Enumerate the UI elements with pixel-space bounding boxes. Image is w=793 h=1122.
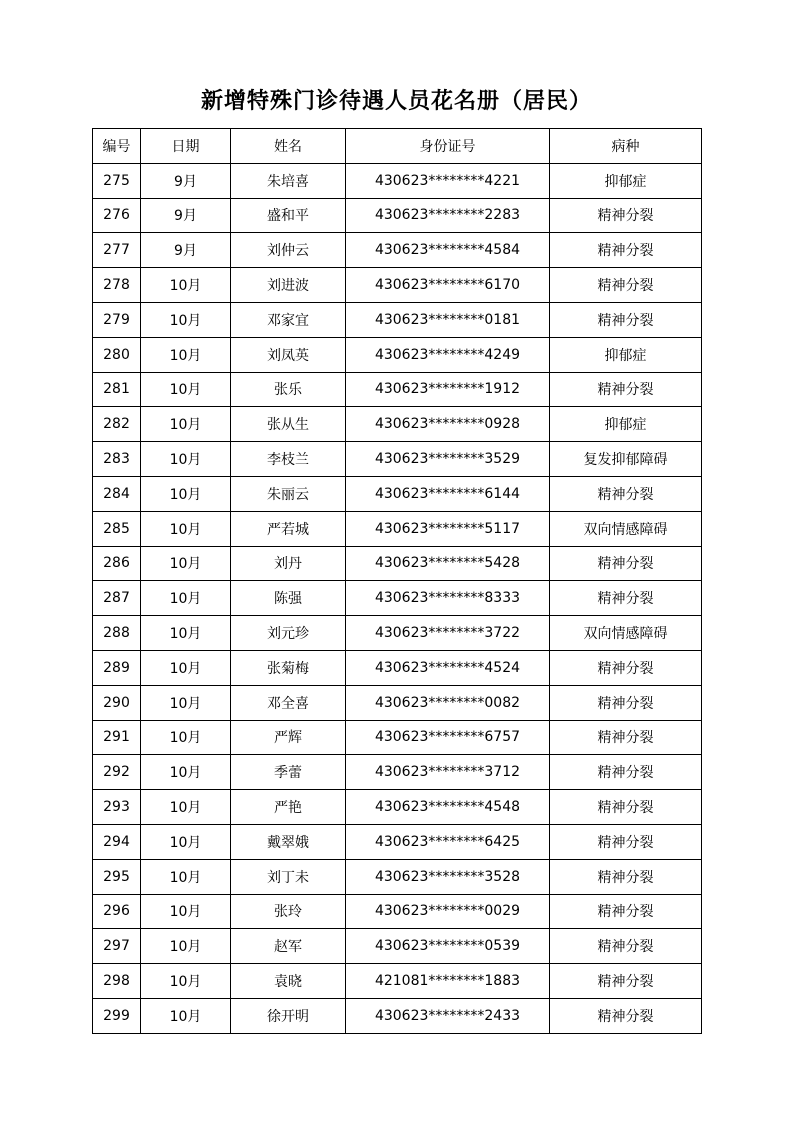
cell-number: 277 [93, 233, 141, 268]
cell-disease: 抑郁症 [550, 163, 702, 198]
cell-date: 10月 [141, 929, 231, 964]
cell-number: 295 [93, 859, 141, 894]
cell-name: 严若城 [231, 511, 346, 546]
cell-id-number: 430623********0539 [346, 929, 550, 964]
cell-id-number: 430623********0082 [346, 685, 550, 720]
cell-id-number: 430623********6425 [346, 824, 550, 859]
cell-number: 299 [93, 998, 141, 1033]
cell-name: 张菊梅 [231, 650, 346, 685]
cell-id-number: 430623********5428 [346, 546, 550, 581]
cell-number: 279 [93, 302, 141, 337]
cell-date: 10月 [141, 616, 231, 651]
cell-id-number: 430623********3712 [346, 755, 550, 790]
cell-disease: 精神分裂 [550, 268, 702, 303]
cell-name: 盛和平 [231, 198, 346, 233]
cell-disease: 精神分裂 [550, 372, 702, 407]
cell-disease: 精神分裂 [550, 581, 702, 616]
cell-number: 298 [93, 964, 141, 999]
cell-date: 10月 [141, 337, 231, 372]
table-row [93, 790, 702, 825]
cell-date: 10月 [141, 581, 231, 616]
table-row [93, 198, 702, 233]
cell-disease: 精神分裂 [550, 685, 702, 720]
cell-number: 283 [93, 442, 141, 477]
cell-id-number: 421081********1883 [346, 964, 550, 999]
cell-date: 10月 [141, 720, 231, 755]
cell-date: 10月 [141, 302, 231, 337]
table-row [93, 546, 702, 581]
table-row [93, 233, 702, 268]
cell-name: 李枝兰 [231, 442, 346, 477]
cell-id-number: 430623********5117 [346, 511, 550, 546]
cell-name: 邓全喜 [231, 685, 346, 720]
cell-id-number: 430623********6144 [346, 476, 550, 511]
cell-date: 10月 [141, 511, 231, 546]
cell-id-number: 430623********4221 [346, 163, 550, 198]
table-row [93, 372, 702, 407]
cell-number: 286 [93, 546, 141, 581]
cell-number: 275 [93, 163, 141, 198]
cell-disease: 精神分裂 [550, 720, 702, 755]
cell-id-number: 430623********2283 [346, 198, 550, 233]
roster-table [92, 128, 702, 1034]
cell-date: 9月 [141, 233, 231, 268]
cell-disease: 精神分裂 [550, 650, 702, 685]
table-row [93, 407, 702, 442]
cell-disease: 抑郁症 [550, 337, 702, 372]
cell-name: 徐开明 [231, 998, 346, 1033]
header-id-number: 身份证号 [346, 129, 550, 164]
cell-date: 10月 [141, 268, 231, 303]
cell-number: 282 [93, 407, 141, 442]
cell-name: 陈强 [231, 581, 346, 616]
cell-disease: 复发抑郁障碍 [550, 442, 702, 477]
cell-number: 278 [93, 268, 141, 303]
cell-disease: 抑郁症 [550, 407, 702, 442]
cell-date: 10月 [141, 372, 231, 407]
header-disease: 病种 [550, 129, 702, 164]
cell-number: 297 [93, 929, 141, 964]
table-row [93, 929, 702, 964]
cell-date: 10月 [141, 859, 231, 894]
cell-name: 张乐 [231, 372, 346, 407]
cell-number: 280 [93, 337, 141, 372]
cell-disease: 精神分裂 [550, 859, 702, 894]
cell-date: 10月 [141, 964, 231, 999]
cell-disease: 精神分裂 [550, 233, 702, 268]
cell-disease: 精神分裂 [550, 929, 702, 964]
cell-number: 285 [93, 511, 141, 546]
cell-disease: 精神分裂 [550, 302, 702, 337]
cell-number: 294 [93, 824, 141, 859]
cell-name: 戴翠娥 [231, 824, 346, 859]
table-row [93, 511, 702, 546]
cell-name: 季蕾 [231, 755, 346, 790]
cell-name: 刘丹 [231, 546, 346, 581]
header-number: 编号 [93, 129, 141, 164]
cell-id-number: 430623********6757 [346, 720, 550, 755]
cell-id-number: 430623********4524 [346, 650, 550, 685]
table-row [93, 685, 702, 720]
table-row [93, 964, 702, 999]
cell-date: 9月 [141, 198, 231, 233]
cell-number: 290 [93, 685, 141, 720]
header-date: 日期 [141, 129, 231, 164]
cell-number: 292 [93, 755, 141, 790]
cell-date: 10月 [141, 824, 231, 859]
cell-name: 张玲 [231, 894, 346, 929]
cell-id-number: 430623********3528 [346, 859, 550, 894]
cell-date: 10月 [141, 685, 231, 720]
table-row [93, 650, 702, 685]
cell-disease: 精神分裂 [550, 998, 702, 1033]
cell-date: 10月 [141, 546, 231, 581]
cell-date: 10月 [141, 476, 231, 511]
cell-date: 10月 [141, 755, 231, 790]
cell-number: 289 [93, 650, 141, 685]
table-row [93, 476, 702, 511]
cell-id-number: 430623********3529 [346, 442, 550, 477]
cell-date: 9月 [141, 163, 231, 198]
cell-disease: 精神分裂 [550, 894, 702, 929]
cell-name: 赵军 [231, 929, 346, 964]
cell-date: 10月 [141, 998, 231, 1033]
cell-name: 邓家宜 [231, 302, 346, 337]
cell-date: 10月 [141, 650, 231, 685]
table-header-row [93, 129, 702, 164]
table-row [93, 442, 702, 477]
cell-number: 293 [93, 790, 141, 825]
cell-id-number: 430623********0029 [346, 894, 550, 929]
table-row [93, 268, 702, 303]
cell-name: 袁晓 [231, 964, 346, 999]
cell-number: 296 [93, 894, 141, 929]
cell-name: 朱培喜 [231, 163, 346, 198]
cell-id-number: 430623********4548 [346, 790, 550, 825]
cell-name: 刘进波 [231, 268, 346, 303]
cell-date: 10月 [141, 894, 231, 929]
cell-disease: 精神分裂 [550, 790, 702, 825]
table-body [93, 163, 702, 1033]
cell-disease: 双向情感障碍 [550, 616, 702, 651]
table-row [93, 824, 702, 859]
cell-id-number: 430623********0181 [346, 302, 550, 337]
table-row [93, 998, 702, 1033]
cell-name: 刘仲云 [231, 233, 346, 268]
cell-date: 10月 [141, 407, 231, 442]
cell-disease: 精神分裂 [550, 198, 702, 233]
cell-id-number: 430623********0928 [346, 407, 550, 442]
cell-number: 284 [93, 476, 141, 511]
cell-name: 张从生 [231, 407, 346, 442]
table-row [93, 581, 702, 616]
cell-name: 严艳 [231, 790, 346, 825]
table-row [93, 337, 702, 372]
cell-id-number: 430623********6170 [346, 268, 550, 303]
cell-name: 严辉 [231, 720, 346, 755]
table-row [93, 616, 702, 651]
cell-id-number: 430623********8333 [346, 581, 550, 616]
cell-number: 287 [93, 581, 141, 616]
table-row [93, 163, 702, 198]
cell-id-number: 430623********2433 [346, 998, 550, 1033]
cell-disease: 精神分裂 [550, 824, 702, 859]
cell-id-number: 430623********1912 [346, 372, 550, 407]
table-row [93, 720, 702, 755]
cell-disease: 精神分裂 [550, 755, 702, 790]
table-row [93, 894, 702, 929]
header-name: 姓名 [231, 129, 346, 164]
cell-number: 281 [93, 372, 141, 407]
table-row [93, 755, 702, 790]
cell-number: 291 [93, 720, 141, 755]
cell-name: 刘丁未 [231, 859, 346, 894]
cell-id-number: 430623********4584 [346, 233, 550, 268]
cell-number: 288 [93, 616, 141, 651]
cell-disease: 精神分裂 [550, 546, 702, 581]
cell-name: 朱丽云 [231, 476, 346, 511]
cell-date: 10月 [141, 442, 231, 477]
cell-number: 276 [93, 198, 141, 233]
page-title: 新增特殊门诊待遇人员花名册（居民） [200, 89, 592, 114]
cell-date: 10月 [141, 790, 231, 825]
cell-id-number: 430623********3722 [346, 616, 550, 651]
cell-id-number: 430623********4249 [346, 337, 550, 372]
cell-disease: 精神分裂 [550, 964, 702, 999]
cell-disease: 精神分裂 [550, 476, 702, 511]
cell-name: 刘凤英 [231, 337, 346, 372]
table-row [93, 302, 702, 337]
cell-disease: 双向情感障碍 [550, 511, 702, 546]
table-row [93, 859, 702, 894]
cell-name: 刘元珍 [231, 616, 346, 651]
